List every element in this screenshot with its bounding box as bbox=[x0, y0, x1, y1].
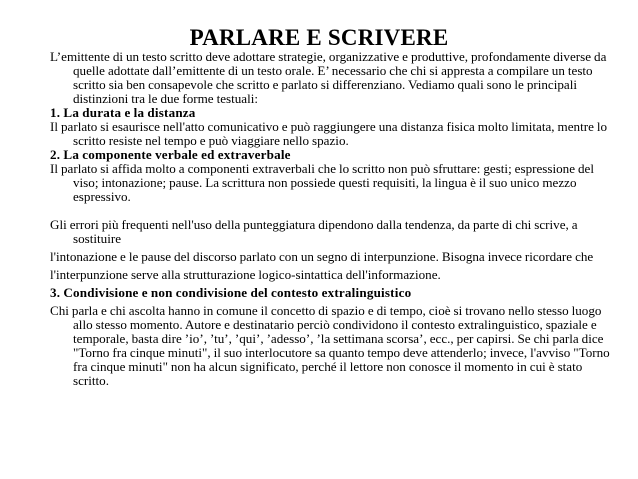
slide-body bbox=[50, 50, 616, 388]
paragraph-intonazione: l'intonazione e le pause del discorso parlato con un segno di interpunzione. Bisogna invece ricordare che bbox=[50, 249, 594, 264]
paragraph-componente: Il parlato si affida molto a componenti extraverbali che lo scritto non può sfruttare: gesti; espressione del viso; intonazione; pause. La scrittura non possiede questi requisiti, la lingua è il suo unico mezzo espressivo. bbox=[50, 161, 595, 204]
section-heading-contesto: 3. Condivisione e non condivisione del contesto extralinguistico bbox=[50, 285, 412, 300]
paragraph-errori: Gli errori più frequenti nell'uso della punteggiatura dipendono dalla tendenza, da parte di chi scrive, a sostituire bbox=[50, 217, 578, 246]
paragraph-contesto: Chi parla e chi ascolta hanno in comune il concetto di spazio e di tempo, cioè si trovano nello stesso luogo allo stesso momento. Autore e destinatario perciò condividono il contesto extralinguistico, spaziale e temporale, basta dire ’io’, ’tu’, ’qui’, ’adesso’, ’la settimana scorsa’, ecc., per capirsi. Se chi parla dice "Torno fra cinque minuti", il suo interlocutore sa quanto tempo deve attenderlo; invece, l'avviso "Torno fra cinque minuti" non ha alcun significato, perché il lettore non conosce il momento in cui è stato scritto. bbox=[50, 303, 610, 388]
section-heading-durata: 1. La durata e la distanza bbox=[50, 105, 196, 120]
section-heading-componente: 2. La componente verbale ed extraverbale bbox=[50, 147, 291, 162]
paragraph-interpunzione: l'interpunzione serve alla strutturazione logico-sintattica dell'informazione. bbox=[50, 267, 441, 282]
paragraph-durata: Il parlato si esaurisce nell'atto comunicativo e può raggiungere una distanza fisica molto limitata, mentre lo scritto resiste nel tempo e può viaggiare nello spazio. bbox=[50, 119, 608, 148]
slide-title: PARLARE E SCRIVERE bbox=[189, 25, 449, 50]
intro-paragraph: L’emittente di un testo scritto deve adottare strategie, organizzative e produttive, profondamente diverse da quelle adottate dall’emittente di un testo orale. E’ necessario che chi si appresta a compilare un testo scritto sia ben consapevole che scritto e parlato si differenziano. Vediamo quali sono le principali distinzioni tra le due forme testuali: bbox=[50, 49, 607, 106]
